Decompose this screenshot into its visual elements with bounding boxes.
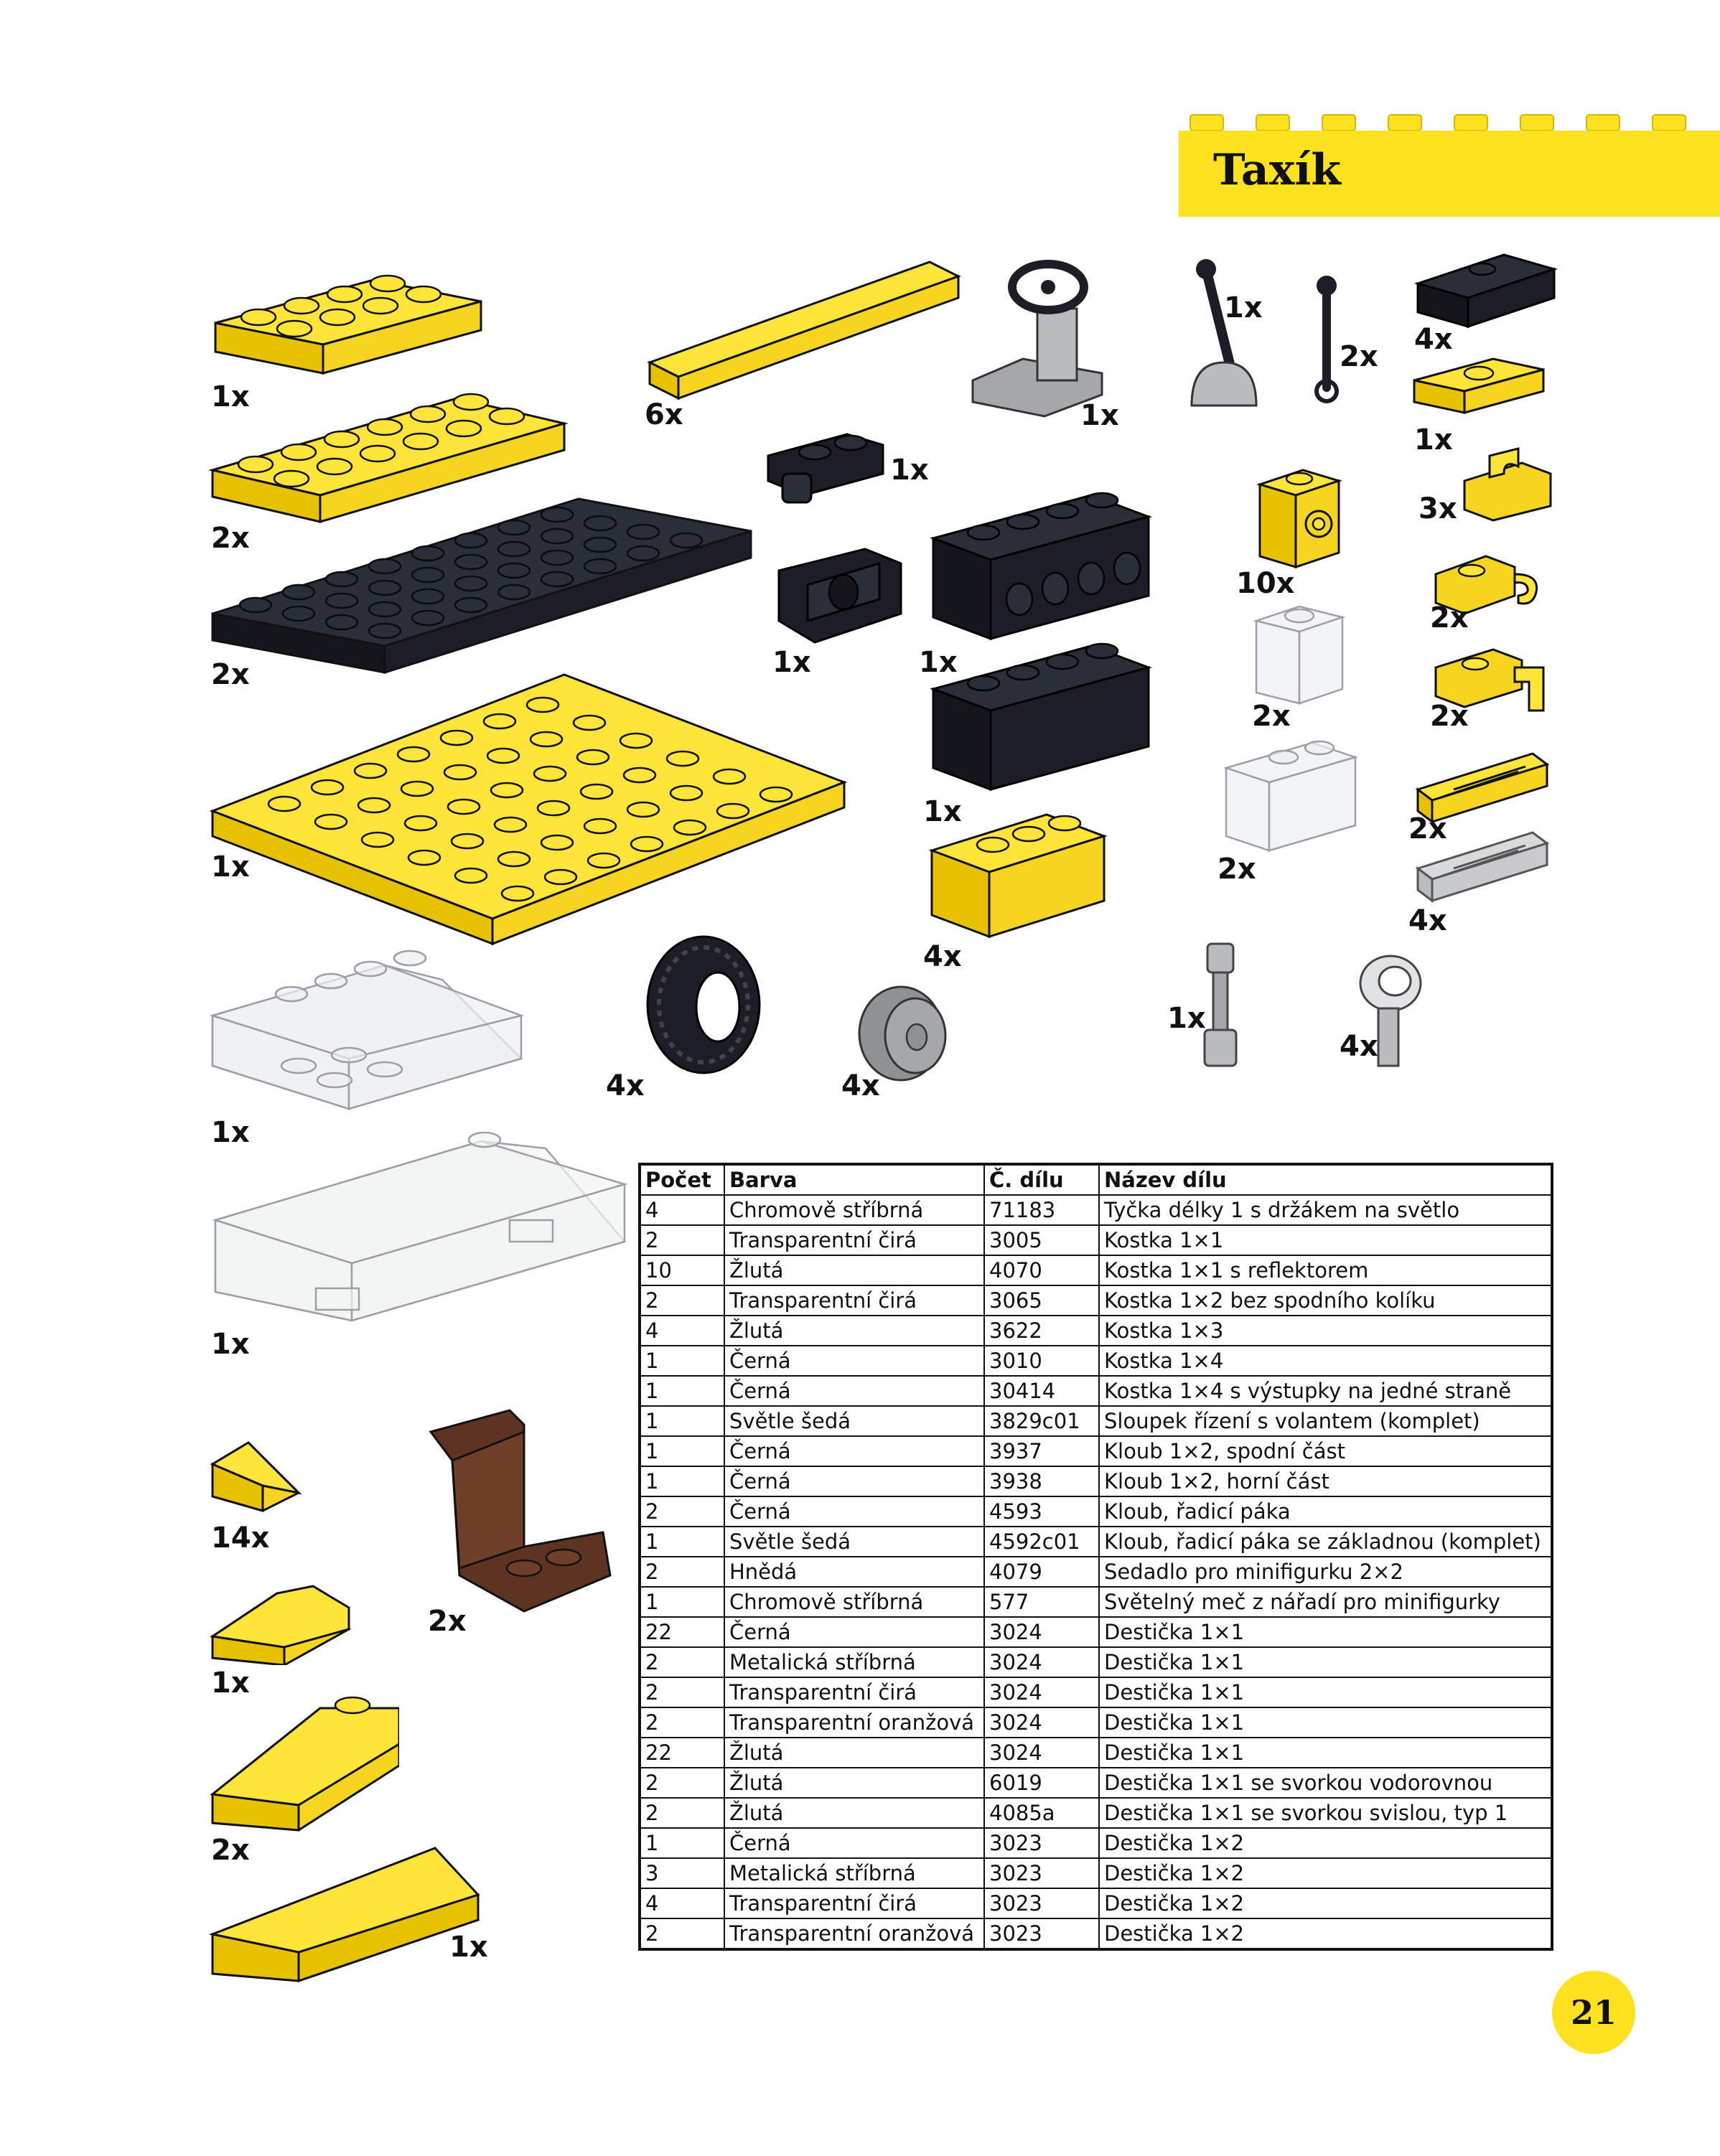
plate-yellow-large-icon [205,660,851,947]
table-cell: Transparentní čirá [724,1225,984,1255]
qty-label: 2x [1408,812,1447,845]
qty-label: 1x [211,850,250,884]
qty-label: 2x [428,1605,467,1638]
table-cell: 3010 [984,1346,1099,1376]
table-cell: 4085a [984,1798,1099,1828]
slope-2x2-icon [205,1679,399,1837]
table-row [640,1647,1552,1677]
hinge-bottom-icon [772,535,908,650]
table-cell: Destička 1×1 [1099,1738,1552,1768]
table-cell: Kloub 1×2, spodní část [1099,1436,1552,1466]
table-cell: 577 [984,1587,1099,1617]
qty-label: 4x [841,1069,880,1102]
table-cell: Hnědá [724,1557,984,1587]
table-row [640,1707,1552,1738]
table-cell: Černá [724,1466,984,1496]
qty-label: 6x [645,398,683,431]
reflector-brick-icon [1253,463,1346,578]
qty-label: 3x [1418,492,1457,525]
table-cell: 3024 [984,1617,1099,1647]
qty-label: 2x [1430,700,1469,733]
table-cell: 3937 [984,1436,1099,1466]
brick-1x1-trans-icon [1249,596,1350,711]
tile-1x6-icon [642,255,966,406]
table-cell: 30414 [984,1376,1099,1406]
table-cell: Kostka 1×4 [1099,1346,1552,1376]
table-row [640,1617,1552,1647]
qty-label: 1x [923,795,962,828]
table-row [640,1557,1552,1587]
table-cell: Žlutá [724,1316,984,1346]
table-cell: 4 [640,1195,724,1225]
qty-label: 4x [1340,1030,1378,1063]
table-cell: 2 [640,1557,724,1587]
table-row [640,1888,1552,1918]
table-row [640,1195,1552,1225]
plate-1x2-yellow-icon [1407,352,1551,416]
qty-label: 2x [1430,601,1469,634]
table-cell: Chromově stříbrná [724,1195,984,1225]
table-cell: Transparentní oranžová [724,1918,984,1949]
table-cell: 4 [640,1316,724,1346]
table-cell: Černá [724,1346,984,1376]
table-cell: 3024 [984,1707,1099,1738]
table-cell: 2 [640,1285,724,1316]
table-cell: Destička 1×2 [1099,1828,1552,1858]
qty-label: 10x [1236,567,1295,600]
table-cell: Žlutá [724,1768,984,1798]
table-cell: 22 [640,1617,724,1647]
qty-label: 4x [923,940,962,973]
qty-label: 1x [772,646,811,679]
table-cell: Destička 1×2 [1099,1858,1552,1888]
qty-label: 4x [606,1069,645,1102]
table-cell: Metalická stříbrná [724,1858,984,1888]
table-cell: 3622 [984,1316,1099,1346]
table-cell: 3938 [984,1466,1099,1496]
table-cell: Černá [724,1828,984,1858]
table-cell: 3023 [984,1858,1099,1888]
table-row [640,1828,1552,1858]
table-cell: Sedadlo pro minifigurku 2×2 [1099,1557,1552,1587]
table-row [640,1346,1552,1376]
grille-silver-icon [1411,825,1554,904]
windscreen-large-icon [205,937,536,1145]
table-cell: 2 [640,1647,724,1677]
table-cell: Světle šedá [724,1406,984,1436]
table-cell: Destička 1×1 se svorkou svislou, typ 1 [1099,1798,1552,1828]
table-cell: Kostka 1×2 bez spodního kolíku [1099,1285,1552,1316]
table-cell: Kostka 1×1 s reflektorem [1099,1255,1552,1285]
table-cell: Transparentní čirá [724,1888,984,1918]
table-row [640,1255,1552,1285]
page-number: 21 [1552,1971,1635,2054]
table-cell: 4079 [984,1557,1099,1587]
qty-label: 1x [449,1931,488,1964]
column-header: Č. dílu [984,1164,1099,1195]
table-cell: Černá [724,1496,984,1527]
table-cell: Kloub, řadicí páka [1099,1496,1552,1527]
table-header-row [640,1164,1552,1195]
qty-label: 1x [1414,423,1453,456]
brick-1x4-studs-icon [926,481,1156,653]
table-cell: Destička 1×1 se svorkou vodorovnou [1099,1768,1552,1798]
table-cell: Černá [724,1617,984,1647]
column-header: Počet [640,1164,724,1195]
tile-1x2-black-icon [1411,248,1561,334]
qty-label: 14x [211,1522,270,1555]
qty-label: 1x [211,1667,250,1700]
table-cell: Destička 1×1 [1099,1677,1552,1707]
qty-label: 1x [1224,291,1263,324]
table-cell: Transparentní čirá [724,1677,984,1707]
table-cell: 2 [640,1677,724,1707]
seat-icon [424,1403,617,1626]
table-cell: Kloub, řadicí páka se základnou (komplet) [1099,1527,1552,1557]
table-body [640,1195,1552,1949]
table-cell: 10 [640,1255,724,1285]
qty-label: 1x [1167,1002,1206,1035]
table-cell: Žlutá [724,1738,984,1768]
qty-label: 4x [1414,323,1453,356]
table-cell: 3024 [984,1647,1099,1677]
table-cell: 3 [640,1858,724,1888]
qty-label: 2x [211,522,250,555]
table-cell: 4592c01 [984,1527,1099,1557]
table-cell: Destička 1×1 [1099,1617,1552,1647]
table-cell: 3023 [984,1918,1099,1949]
table-row [640,1677,1552,1707]
table-row [640,1587,1552,1617]
table-cell: 3024 [984,1738,1099,1768]
table-cell: 3005 [984,1225,1099,1255]
table-row [640,1436,1552,1466]
table-row [640,1406,1552,1436]
table-row [640,1316,1552,1346]
table-row [640,1918,1552,1949]
qty-label: 2x [1252,700,1291,733]
table-cell: Destička 1×2 [1099,1888,1552,1918]
parts-table [638,1163,1553,1951]
table-cell: Destička 1×1 [1099,1647,1552,1677]
table-row [640,1285,1552,1316]
table-row [640,1768,1552,1798]
table-cell: Černá [724,1436,984,1466]
qty-label: 1x [919,646,958,679]
qty-label: 4x [1408,904,1447,937]
table-cell: 3829c01 [984,1406,1099,1436]
table-cell: 3024 [984,1677,1099,1707]
table-row [640,1496,1552,1527]
table-cell: 3065 [984,1285,1099,1316]
brick-1x3-icon [925,800,1111,944]
table-cell: 2 [640,1768,724,1798]
table-cell: Sloupek řízení s volantem (komplet) [1099,1406,1552,1436]
brick-1x2-trans-icon [1219,732,1363,854]
page-title: Taxík [1213,145,1341,195]
steering-column-icon [966,251,1109,423]
table-row [640,1466,1552,1496]
table-cell: 2 [640,1496,724,1527]
qty-label: 2x [1217,853,1256,886]
table-cell: Žlutá [724,1798,984,1828]
table-cell: 22 [640,1738,724,1768]
table-cell: Světle šedá [724,1527,984,1557]
hinge-top-icon [761,413,890,513]
table-cell: 1 [640,1346,724,1376]
table-cell: Kostka 1×4 s výstupky na jedné straně [1099,1376,1552,1406]
table-cell: 4593 [984,1496,1099,1527]
table-row [640,1527,1552,1557]
table-cell: 2 [640,1707,724,1738]
table-cell: 71183 [984,1195,1099,1225]
slope-long-icon [205,1827,485,1984]
clip-vertical-icon [1457,445,1558,524]
table-cell: Světelný meč z nářadí pro minifigurky [1099,1587,1552,1617]
table-row [640,1225,1552,1255]
qty-label: 2x [211,658,250,691]
lever-base-icon [1184,255,1263,420]
table-cell: Tyčka délky 1 s držákem na světlo [1099,1195,1552,1225]
table-cell: Kostka 1×3 [1099,1316,1552,1346]
table-row [640,1858,1552,1888]
table-cell: 3023 [984,1828,1099,1858]
table-cell: Destička 1×1 [1099,1707,1552,1738]
table-row [640,1376,1552,1406]
table-cell: 4 [640,1888,724,1918]
plate-black-large-icon [205,470,758,678]
qty-label: 1x [211,380,250,413]
tyre-icon [632,929,775,1080]
table-cell: Transparentní čirá [724,1285,984,1316]
table-cell: 1 [640,1436,724,1466]
table-cell: 4070 [984,1255,1099,1285]
table-cell: Žlutá [724,1255,984,1285]
qty-label: 1x [1080,399,1119,432]
slope-1x1-icon [205,1435,306,1514]
table-cell: Černá [724,1376,984,1406]
table-cell: 6019 [984,1768,1099,1798]
brick-1x4-icon [926,632,1156,797]
table-cell: Chromově stříbrná [724,1587,984,1617]
windscreen-small-icon [208,1120,632,1335]
table-cell: Kloub 1×2, horní část [1099,1466,1552,1496]
table-cell: Kostka 1×1 [1099,1225,1552,1255]
column-header: Název dílu [1099,1164,1552,1195]
qty-label: 1x [890,454,929,487]
table-cell: 1 [640,1466,724,1496]
table-row [640,1738,1552,1768]
qty-label: 2x [1340,340,1378,373]
table-cell: Metalická stříbrná [724,1647,984,1677]
slope-1x2-icon [205,1557,356,1665]
table-cell: 2 [640,1798,724,1828]
column-header: Barva [724,1164,984,1195]
table-cell: 2 [640,1225,724,1255]
table-cell: Destička 1×2 [1099,1918,1552,1949]
table-cell: 1 [640,1587,724,1617]
table-cell: 2 [640,1918,724,1949]
table-cell: 1 [640,1828,724,1858]
qty-label: 1x [211,1328,250,1361]
table-cell: 1 [640,1406,724,1436]
table-cell: Transparentní oranžová [724,1707,984,1738]
qty-label: 1x [211,1116,250,1149]
table-cell: 1 [640,1376,724,1406]
table-cell: 1 [640,1527,724,1557]
table-cell: 3023 [984,1888,1099,1918]
table-row [640,1798,1552,1828]
qty-label: 2x [211,1834,250,1867]
